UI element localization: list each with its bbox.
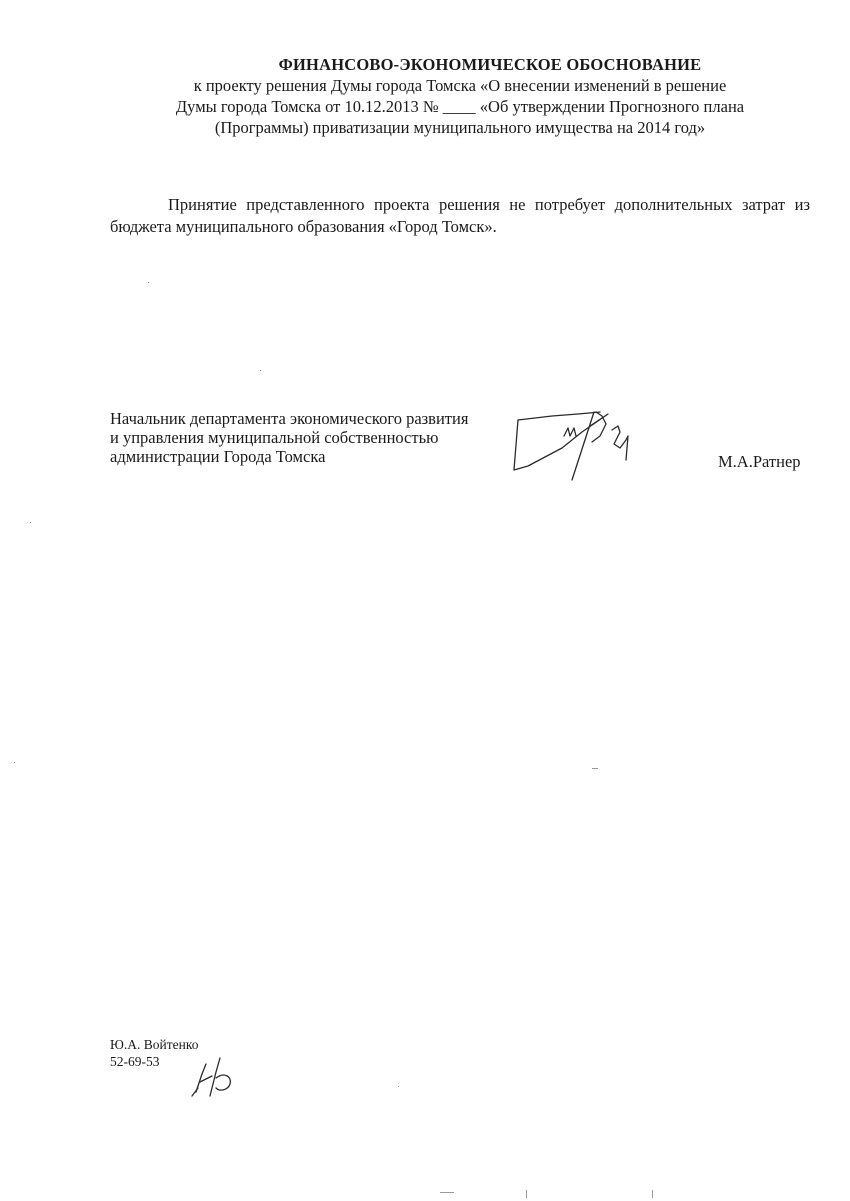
handwritten-initials-icon bbox=[186, 1052, 238, 1102]
scan-speck bbox=[30, 522, 31, 523]
scan-speck bbox=[526, 1190, 527, 1198]
signer-position-line-2: и управления муниципальной собственностью bbox=[110, 428, 439, 447]
signer-position-line-3: администрации Города Томска bbox=[110, 447, 326, 466]
signer-position bbox=[110, 409, 530, 466]
handwritten-signature-icon bbox=[500, 402, 650, 487]
body-paragraph: Принятие представленного проекта решения не потребует дополнительных затрат из бюджета муниципального образования «Город Томск». bbox=[110, 195, 810, 236]
executor-name: Ю.А. Войтенко bbox=[110, 1037, 199, 1052]
scan-speck bbox=[148, 282, 149, 283]
title-block bbox=[110, 54, 810, 138]
subtitle-line-2: Думы города Томска от 10.12.2013 № ____ «Об утверждении Прогнозного плана bbox=[175, 97, 745, 116]
scan-speck bbox=[592, 768, 598, 769]
signer-position-line-1: Начальник департамента экономического развития bbox=[110, 409, 469, 428]
subtitle-line-1: к проекту решения Думы города Томска «О внесении изменений в решение bbox=[193, 76, 727, 95]
scan-speck bbox=[398, 1086, 399, 1087]
scan-speck bbox=[260, 370, 261, 371]
executor-phone: 52-69-53 bbox=[110, 1054, 160, 1069]
scan-speck bbox=[14, 762, 15, 763]
scan-speck bbox=[440, 1192, 454, 1193]
document-title: ФИНАНСОВО-ЭКОНОМИЧЕСКОЕ ОБОСНОВАНИЕ bbox=[278, 55, 702, 74]
subtitle-line-3: (Программы) приватизации муниципального имущества на 2014 год» bbox=[214, 118, 706, 137]
signer-name: М.А.Ратнер bbox=[718, 452, 801, 471]
scan-speck bbox=[652, 1190, 653, 1198]
